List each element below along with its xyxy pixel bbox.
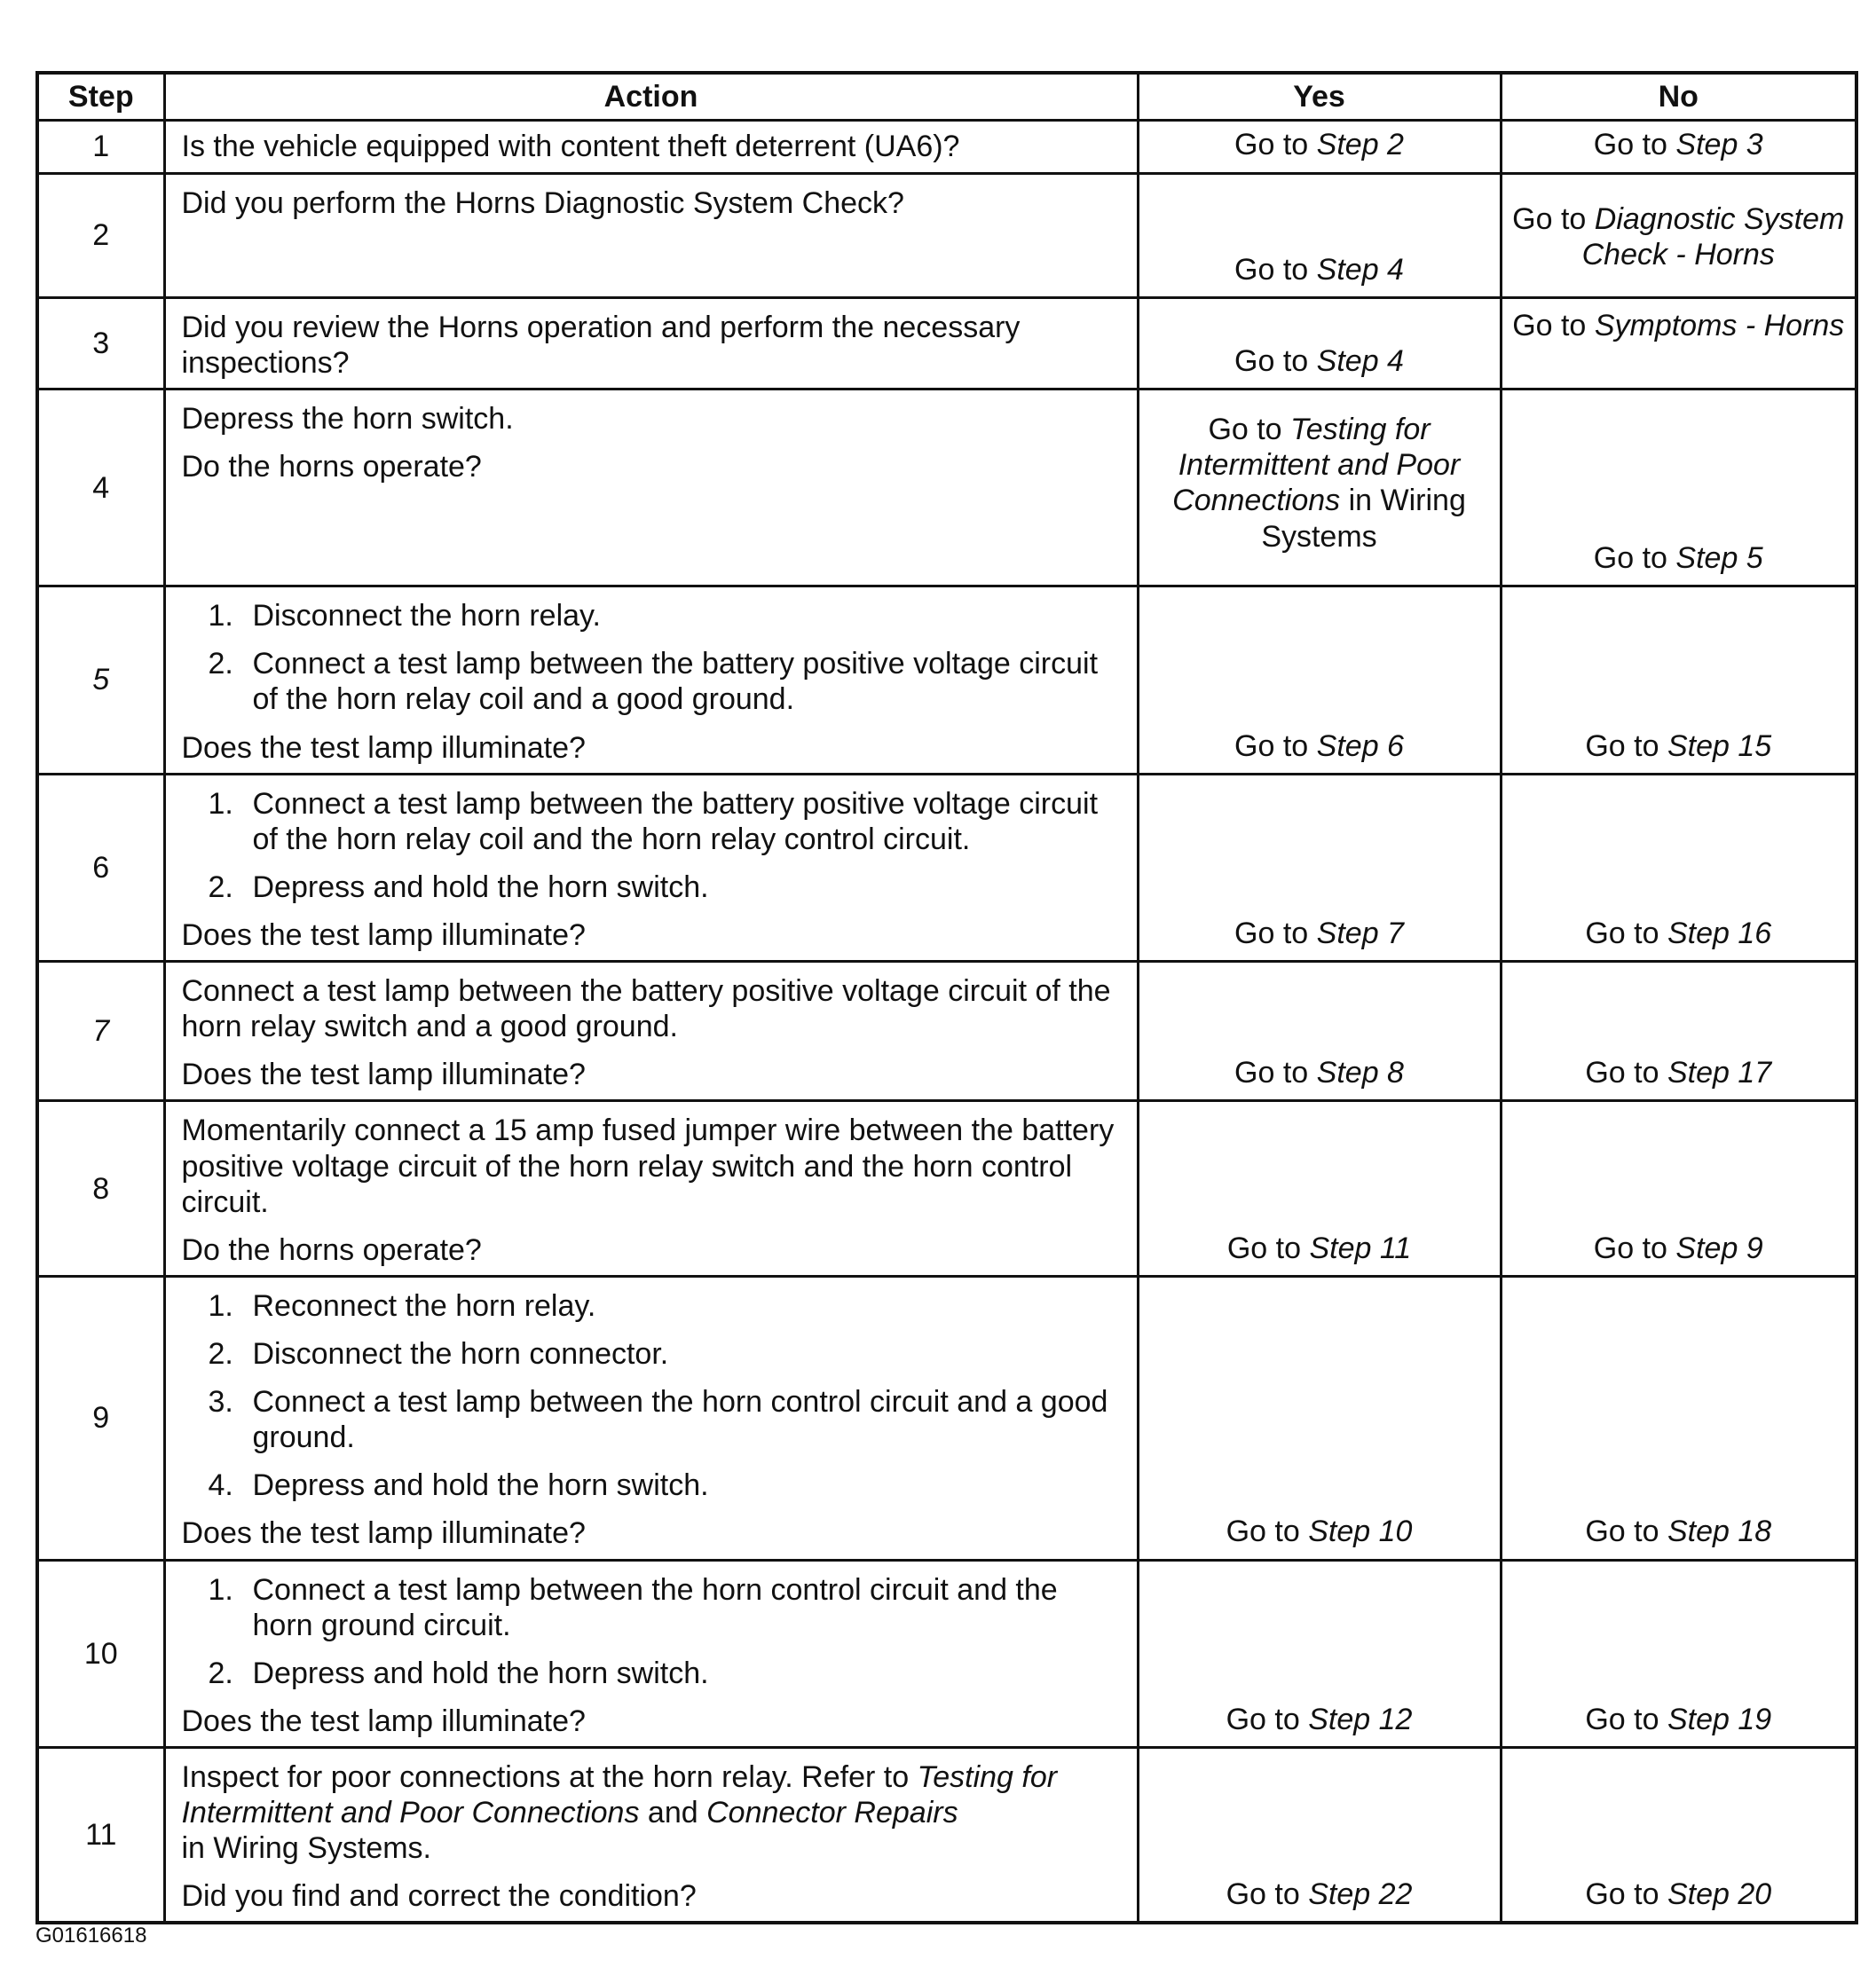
action-cell: [164, 298, 1138, 390]
list-item: [209, 598, 1124, 633]
list-number: 4.: [208, 1468, 233, 1503]
list-number: 2.: [208, 1656, 233, 1690]
step-reference: Step 9: [1675, 1231, 1763, 1265]
step-reference: Step 11: [1309, 1231, 1412, 1265]
table-row: [37, 121, 1856, 174]
list-number: 2.: [208, 647, 233, 681]
action-question: Do the horns operate?: [181, 1232, 482, 1267]
list-item: [209, 646, 1124, 717]
refer-text: in Wiring Systems.: [181, 1831, 431, 1866]
go-to-prefix: Go to: [1593, 541, 1667, 576]
no-cell: [1501, 1276, 1856, 1560]
no-cell: [1501, 1747, 1856, 1923]
go-to-prefix: Go to: [1208, 413, 1282, 447]
table-row: [37, 1560, 1856, 1747]
no-cell: [1501, 174, 1856, 298]
procedure-reference: Symptoms - Horns: [1594, 309, 1845, 342]
step-number: 8: [37, 1101, 164, 1276]
action-cell: [164, 774, 1138, 961]
no-cell: [1501, 390, 1856, 586]
action-cell: [164, 174, 1138, 298]
list-number: 3.: [208, 1385, 233, 1420]
no-cell: [1501, 1101, 1856, 1276]
go-to-prefix: Go to: [1585, 1515, 1659, 1549]
list-number: 1.: [208, 786, 233, 821]
header-row: [37, 73, 1856, 121]
list-item: [209, 1288, 1124, 1324]
table-row: [37, 390, 1856, 586]
step-reference: Step 8: [1316, 1056, 1404, 1090]
list-text: Depress and hold the horn switch.: [252, 1468, 709, 1503]
go-to-prefix: Go to: [1512, 309, 1587, 342]
action-text: Connect a test lamp between the battery positive voltage circuit of the horn relay switch and a good ground.: [181, 974, 1111, 1044]
table-row: [37, 298, 1856, 390]
list-text: Connect a test lamp between the battery positive voltage circuit of the horn relay coil and a good ground.: [252, 647, 1099, 717]
step-number: 9: [37, 1276, 164, 1560]
list-number: 2.: [208, 870, 233, 904]
list-text: Depress and hold the horn switch.: [252, 870, 709, 904]
step-reference: Step 12: [1308, 1702, 1413, 1736]
no-cell: [1501, 121, 1856, 174]
go-to-prefix: Go to: [1226, 1231, 1302, 1265]
yes-cell: [1138, 962, 1501, 1101]
action-text: Depress the horn switch.: [181, 402, 514, 437]
action-question: Did you find and correct the condition?: [181, 1879, 697, 1914]
action-question: Does the test lamp illuminate?: [181, 1058, 586, 1092]
go-to-prefix: Go to: [1593, 1231, 1667, 1265]
step-number: 11: [37, 1747, 164, 1923]
list-text: Connect a test lamp between the horn control circuit and a good ground.: [252, 1385, 1108, 1455]
reference-suffix: in Wiring Systems: [1261, 484, 1466, 554]
list-number: 1.: [208, 599, 233, 633]
refer-text: and: [647, 1796, 698, 1830]
yes-cell: [1138, 1101, 1501, 1276]
step-reference: Step 10: [1308, 1515, 1413, 1549]
yes-cell: [1138, 1560, 1501, 1747]
step-reference: Step 4: [1316, 252, 1404, 287]
list-number: 2.: [208, 1336, 233, 1371]
no-cell: [1501, 298, 1856, 390]
step-reference: Step 16: [1667, 916, 1772, 950]
table-row: [37, 1276, 1856, 1560]
header-action: Action: [164, 73, 1138, 121]
action-cell: [164, 1101, 1138, 1276]
list-item: [209, 1336, 1124, 1372]
step-reference: Step 18: [1667, 1515, 1772, 1549]
go-to-prefix: Go to: [1226, 1702, 1300, 1736]
go-to-prefix: Go to: [1234, 128, 1309, 162]
step-reference: Step 5: [1675, 541, 1763, 576]
step-reference: Step 17: [1667, 1056, 1772, 1090]
action-cell: [164, 586, 1138, 774]
procedure-reference: Connector Repairs: [706, 1796, 958, 1830]
step-reference: Step 3: [1675, 128, 1763, 162]
step-number: 6: [37, 774, 164, 961]
no-cell: [1501, 1560, 1856, 1747]
step-reference: Step 15: [1667, 728, 1772, 763]
action-text: [182, 1759, 1124, 1866]
list-text: Connect a test lamp between the horn control circuit and the horn ground circuit.: [252, 1572, 1058, 1642]
procedure-reference: Diagnostic System Check - Horns: [1581, 202, 1845, 272]
go-to-prefix: Go to: [1226, 1877, 1300, 1912]
action-cell: [164, 962, 1138, 1101]
list-text: Disconnect the horn relay.: [252, 599, 601, 633]
list-item: [209, 1468, 1124, 1503]
action-question: Do the horns operate?: [181, 450, 482, 484]
yes-cell: [1138, 298, 1501, 390]
step-reference: Step 22: [1308, 1877, 1413, 1912]
step-reference: Step 4: [1316, 344, 1404, 379]
list-number: 1.: [208, 1572, 233, 1607]
action-cell: [164, 1560, 1138, 1747]
action-cell: [164, 1747, 1138, 1923]
list-item: [209, 870, 1124, 905]
yes-cell: [1138, 586, 1501, 774]
table-row: [37, 1101, 1856, 1276]
step-reference: Step 2: [1316, 128, 1404, 162]
go-to-prefix: Go to: [1585, 1056, 1659, 1090]
yes-cell: [1138, 1276, 1501, 1560]
action-cell: [164, 390, 1138, 586]
action-question: Does the test lamp illuminate?: [181, 917, 586, 952]
list-number: 1.: [208, 1288, 233, 1323]
go-to-prefix: Go to: [1585, 916, 1659, 950]
action-cell: [164, 121, 1138, 174]
procedure-reference: Testing for Intermittent and Poor Connections: [1172, 413, 1461, 518]
step-number: 2: [37, 174, 164, 298]
action-text: Momentarily connect a 15 amp fused jumper wire between the battery positive voltage circuit of the horn relay switch and the horn control circuit.: [181, 1113, 1115, 1219]
step-number: 5: [37, 586, 164, 774]
list-item: [209, 1384, 1124, 1455]
action-question: Does the test lamp illuminate?: [181, 1704, 586, 1738]
go-to-prefix: Go to: [1234, 1056, 1309, 1090]
step-number: 10: [37, 1560, 164, 1747]
go-to-prefix: Go to: [1585, 1877, 1659, 1912]
yes-cell: [1138, 174, 1501, 298]
header-yes: Yes: [1138, 73, 1501, 121]
table-row: [37, 774, 1856, 961]
list-text: Connect a test lamp between the battery positive voltage circuit of the horn relay coil and the horn relay control circuit.: [252, 786, 1099, 856]
go-to-prefix: Go to: [1234, 916, 1309, 950]
step-number: 3: [37, 298, 164, 390]
step-number: 1: [37, 121, 164, 174]
step-number: 7: [37, 962, 164, 1101]
yes-cell: [1138, 1747, 1501, 1923]
diagnostic-table: [35, 71, 1858, 1924]
table-row: [37, 174, 1856, 298]
go-to-prefix: Go to: [1593, 128, 1667, 162]
no-cell: [1501, 774, 1856, 961]
table-row: [37, 586, 1856, 774]
go-to-prefix: Go to: [1234, 728, 1309, 763]
action-question: Does the test lamp illuminate?: [181, 730, 586, 765]
step-number: 4: [37, 390, 164, 586]
header-step: Step: [37, 73, 164, 121]
header-no: No: [1501, 73, 1856, 121]
step-reference: Step 20: [1667, 1877, 1772, 1912]
refer-text: Inspect for poor connections at the horn relay. Refer to: [181, 1759, 910, 1794]
table-row: [37, 962, 1856, 1101]
yes-cell: [1138, 121, 1501, 174]
go-to-prefix: Go to: [1234, 344, 1309, 379]
action-text: Did you review the Horns operation and perform the necessary inspections?: [181, 311, 1021, 381]
no-cell: [1501, 962, 1856, 1101]
step-reference: Step 6: [1316, 728, 1404, 763]
action-cell: [164, 1276, 1138, 1560]
figure-code: G01616618: [35, 1924, 147, 1948]
yes-cell: [1138, 774, 1501, 961]
list-item: [209, 786, 1124, 857]
list-text: Disconnect the horn connector.: [252, 1336, 669, 1371]
list-item: [209, 1656, 1124, 1691]
go-to-prefix: Go to: [1585, 1702, 1659, 1736]
procedure-reference: Testing for Intermittent and Poor Connections: [181, 1759, 1058, 1830]
no-cell: [1501, 586, 1856, 774]
go-to-prefix: Go to: [1234, 252, 1309, 287]
action-text: Is the vehicle equipped with content theft deterrent (UA6)?: [181, 130, 960, 164]
go-to-prefix: Go to: [1512, 202, 1587, 236]
action-question: Does the test lamp illuminate?: [181, 1516, 586, 1551]
table-row: [37, 1747, 1856, 1923]
step-reference: Step 7: [1316, 916, 1404, 950]
yes-cell: [1138, 390, 1501, 586]
step-reference: Step 19: [1667, 1702, 1772, 1736]
action-text: Did you perform the Horns Diagnostic System Check?: [181, 186, 904, 220]
go-to-prefix: Go to: [1585, 728, 1659, 763]
list-text: Reconnect the horn relay.: [252, 1288, 596, 1323]
go-to-prefix: Go to: [1226, 1515, 1300, 1549]
list-item: [209, 1572, 1124, 1643]
list-text: Depress and hold the horn switch.: [252, 1656, 709, 1690]
